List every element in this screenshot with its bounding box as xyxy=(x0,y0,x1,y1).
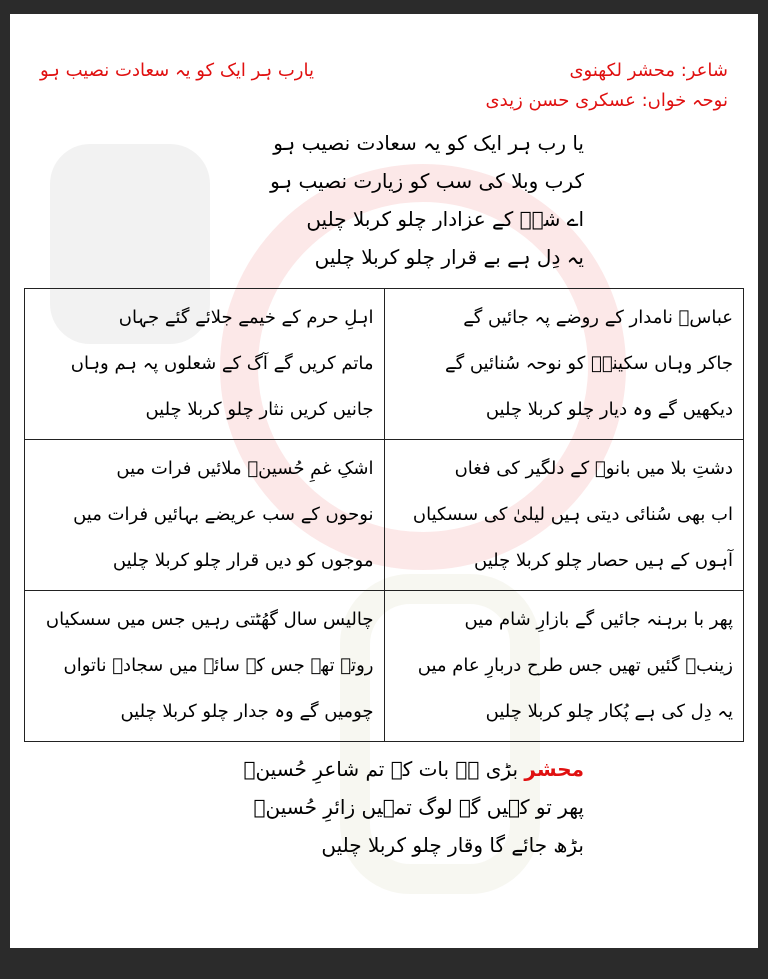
verse-line: چومیں گے وہ جدار چلو کربلا چلیں xyxy=(120,701,374,722)
stanza-cell-right xyxy=(384,440,744,591)
poet-name: شاعر: محشر لکھنوی xyxy=(569,60,728,81)
verse-line: ماتم کریں گے آگ کے شعلوں پہ ہم وہاں xyxy=(70,353,374,374)
verse-line: جانیں کریں نثار چلو کربلا چلیں xyxy=(145,399,374,420)
intro-verses xyxy=(184,124,584,276)
verse-line: یا رب ہر ایک کو یہ سعادت نصیب ہو xyxy=(273,131,584,155)
stanza-cell-right xyxy=(384,289,744,440)
verse-line: زینبؑ گئیں تھیں جس طرح دربارِ عام میں xyxy=(417,655,733,676)
maqta-verses xyxy=(184,750,584,864)
verse-line: یہ دِل کی ہے پُکار چلو کربلا چلیں xyxy=(485,701,733,722)
verse-line: پھر تو کہیں گے لوگ تمہیں زائرِ حُسینؑ xyxy=(253,795,584,819)
verse-line: پھر با برہنہ جائیں گے بازارِ شام میں xyxy=(464,609,733,630)
takhallus: محشر xyxy=(524,757,584,781)
stanza-table xyxy=(24,288,744,742)
verse-line: عباسؑ نامدار کے روضے پہ جائیں گے xyxy=(463,307,733,328)
verse-line: یہ دِل ہے بے قرار چلو کربلا چلیں xyxy=(314,245,584,269)
verse-line: اشکِ غمِ حُسینؑ ملائیں فرات میں xyxy=(116,458,374,479)
stanza-cell-left xyxy=(25,440,385,591)
verse-line: دیکھیں گے وہ دیار چلو کربلا چلیں xyxy=(485,399,733,420)
stanza-cell-left xyxy=(25,289,385,440)
verse-line: کرب وبلا کی سب کو زیارت نصیب ہو xyxy=(270,169,584,193)
noha-title: یارب ہر ایک کو یہ سعادت نصیب ہو xyxy=(40,60,314,81)
verse-line: اہلِ حرم کے خیمے جلائے گئے جہاں xyxy=(118,307,374,328)
verse-line: نوحوں کے سب عریضے بہائیں فرات میں xyxy=(73,504,374,525)
stanza-row xyxy=(25,289,744,440)
verse-line xyxy=(184,750,584,788)
stanza-cell-left xyxy=(25,591,385,742)
verse-line: روتے تھے جس کے سائے میں سجادؑ ناتواں xyxy=(63,655,374,676)
verse-line: موجوں کو دیں قرار چلو کربلا چلیں xyxy=(112,550,374,571)
stanza-row xyxy=(25,440,744,591)
verse-line: اب بھی سُنائی دیتی ہیں لیلیٰ کی سسکیاں xyxy=(412,504,733,525)
stanza-row xyxy=(25,591,744,742)
verse-line: جاکر وہاں سکینہؑ کو نوحہ سُنائیں گے xyxy=(445,353,733,374)
reciter-name: نوحہ خواں: عسکری حسن زیدی xyxy=(485,90,728,111)
verse-line: اے شہؑ کے عزادار چلو کربلا چلیں xyxy=(306,207,584,231)
verse-line: چالیس سال گھُٹتی رہیں جس میں سسکیاں xyxy=(45,609,374,630)
document-page xyxy=(10,14,758,948)
header xyxy=(24,58,744,114)
stanza-cell-right xyxy=(384,591,744,742)
verse-text: بڑی ہے بات کہ تم شاعرِ حُسینؑ xyxy=(243,757,519,781)
verse-line: دشتِ بلا میں بانوؑ کے دلگیر کی فغاں xyxy=(454,458,733,479)
verse-line: آہوں کے ہیں حصار چلو کربلا چلیں xyxy=(474,550,733,571)
verse-line: بڑھ جائے گا وقار چلو کربلا چلیں xyxy=(321,833,584,857)
